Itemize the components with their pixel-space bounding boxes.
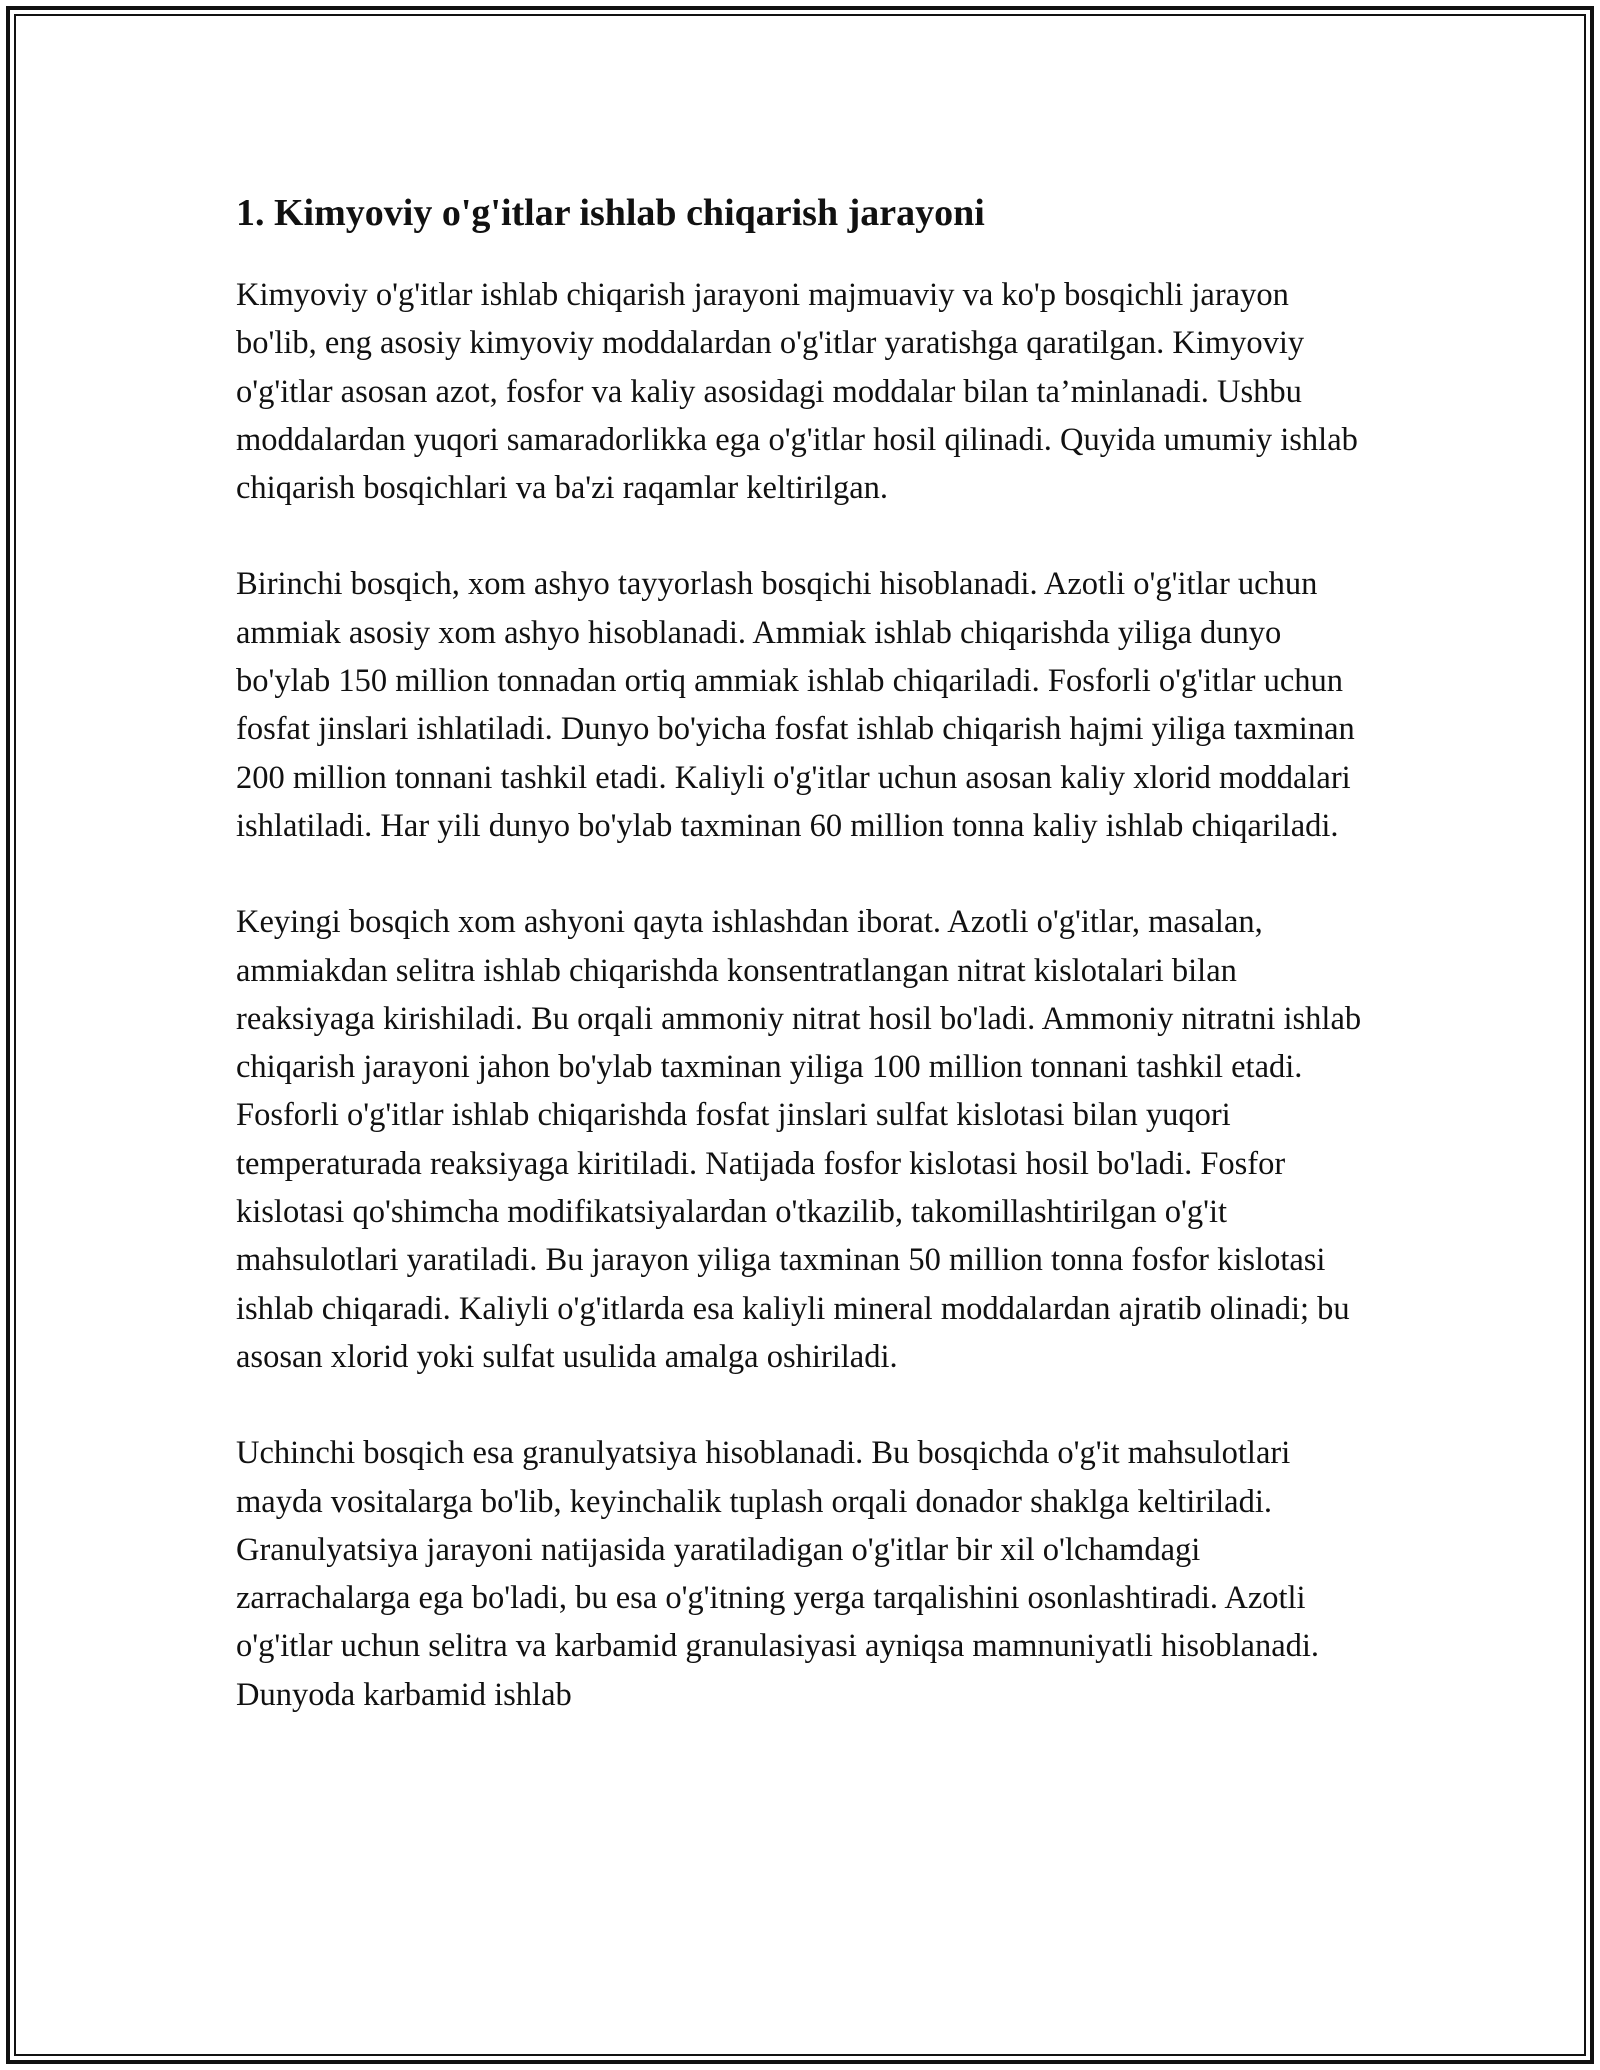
paragraph-stage-three: Uchinchi bosqich esa granulyatsiya hisoblanadi. Bu bosqichda o'g'it mahsulotlari mayda vositalarga bo'lib, keyinchalik tuplash orqali donador shaklga keltiriladi. Granulyatsiya jarayoni natijasida yaratiladigan o'g'itlar bir xil o'lchamdagi zarrachalarga ega bo'ladi, bu esa o'g'itning yerga tarqalishini osonlashtiradi. Azotli o'g'itlar uchun selitra va karbamid granulasiyasi ayniqsa mamnuniyatli hisoblanadi. Dunyoda karbamid ishlab <box>236 1435 1320 1713</box>
section-heading: 1. Kimyoviy o'g'itlar ishlab chiqarish jarayoni <box>236 192 985 234</box>
paragraph-stage-one: Birinchi bosqich, xom ashyo tayyorlash bosqichi hisoblanadi. Azotli o'g'itlar uchun ammiak asosiy xom ashyo hisoblanadi. Ammiak ishlab chiqarishda yiliga dunyo bo'ylab 150 million tonnadan ortiq ammiak ishlab chiqariladi. Fosforli o'g'itlar uchun fosfat jinslari ishlatiladi. Dunyo bo'yicha fosfat ishlab chiqarish hajmi yiliga taxminan 200 million tonnani tashkil etadi. Kaliyli o'g'itlar uchun asosan kaliy xlorid moddalari ishlatiladi. Har yili dunyo bo'ylab taxminan 60 million tonna kaliy ishlab chiqariladi. <box>236 566 1355 844</box>
document-body <box>236 185 1376 1767</box>
paragraph-intro: Kimyoviy o'g'itlar ishlab chiqarish jarayoni majmuaviy va ko'p bosqichli jarayon bo'lib, eng asosiy kimyoviy moddalardan o'g'itlar yaratishga qaratilgan. Kimyoviy o'g'itlar asosan azot, fosfor va kaliy asosidagi moddalar bilan ta’minlanadi. Ushbu moddalardan yuqori samaradorlikka ega o'g'itlar hosil qilinadi. Quyida umumiy ishlab chiqarish bosqichlari va ba'zi raqamlar keltirilgan. <box>236 277 1358 507</box>
paragraph-stage-two: Keyingi bosqich xom ashyoni qayta ishlashdan iborat. Azotli o'g'itlar, masalan, ammiakdan selitra ishlab chiqarishda konsentratlangan nitrat kislotalari bilan reaksiyaga kirishiladi. Bu orqali ammoniy nitrat hosil bo'ladi. Ammoniy nitratni ishlab chiqarish jarayoni jahon bo'ylab taxminan yiliga 100 million tonnani tashkil etadi. Fosforli o'g'itlar ishlab chiqarishda fosfat jinslari sulfat kislotasi bilan yuqori temperaturada reaksiyaga kiritiladi. Natijada fosfor kislotasi hosil bo'ladi. Fosfor kislotasi qo'shimcha modifikatsiyalardan o'tkazilib, takomillashtirilgan o'g'it mahsulotlari yaratiladi. Bu jarayon yiliga taxminan 50 million tonna fosfor kislotasi ishlab chiqaradi. Kaliyli o'g'itlarda esa kaliyli mineral moddalardan ajratib olinadi; bu asosan xlorid yoki sulfat usulida amalga oshiriladi. <box>236 904 1362 1375</box>
